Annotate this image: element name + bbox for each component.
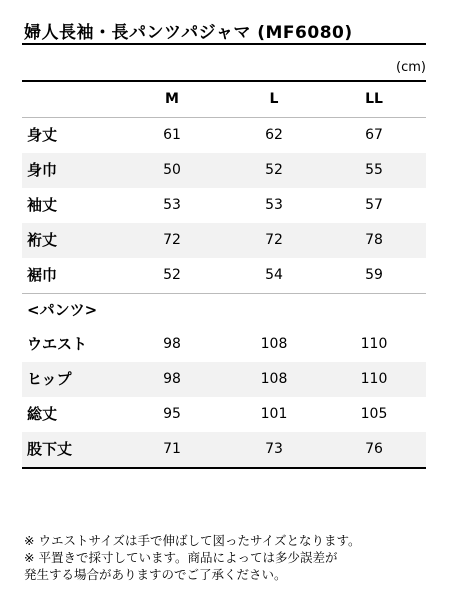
row-label: ウエスト: [27, 335, 88, 353]
value-m: 53: [163, 197, 181, 213]
table-row: [22, 188, 426, 223]
row-label: 裄丈: [27, 231, 58, 249]
table-row: [22, 432, 426, 467]
column-header-l: L: [269, 91, 279, 107]
table-row: [22, 153, 426, 188]
table-row: [22, 327, 426, 362]
value-ll: 105: [360, 406, 388, 422]
value-l: 73: [265, 441, 283, 457]
value-l: 54: [265, 267, 283, 283]
value-m: 98: [163, 336, 181, 352]
footnote-line: ※ 平置きで採寸しています。商品によっては多少誤差が: [24, 550, 338, 565]
pants-section-label: <パンツ>: [27, 301, 98, 319]
value-l: 52: [265, 162, 283, 178]
value-l: 101: [260, 406, 288, 422]
table-row: [22, 362, 426, 397]
row-label: 股下丈: [27, 440, 73, 458]
table-row: [22, 117, 426, 153]
column-header-ll: LL: [365, 91, 383, 107]
table-row: [22, 223, 426, 258]
value-ll: 57: [365, 197, 383, 213]
value-ll: 78: [365, 232, 383, 248]
header-row: [22, 82, 426, 117]
footnote-line: 発生する場合がありますのでご了承ください。: [24, 567, 287, 582]
value-l: 62: [265, 127, 283, 143]
column-header-m: M: [165, 91, 179, 107]
value-m: 50: [163, 162, 181, 178]
footnotes: [24, 532, 360, 583]
size-table: [22, 80, 426, 469]
unit-label: (cm): [396, 60, 426, 75]
value-m: 61: [163, 127, 181, 143]
table-row: [22, 258, 426, 293]
footnote-line: ※ ウエストサイズは手で伸ばして図ったサイズとなります。: [24, 533, 361, 548]
value-m: 72: [163, 232, 181, 248]
value-m: 71: [163, 441, 181, 457]
table-row: [22, 397, 426, 432]
row-label: 身巾: [27, 161, 58, 179]
value-ll: 110: [360, 371, 388, 387]
value-ll: 67: [365, 127, 383, 143]
value-l: 72: [265, 232, 283, 248]
row-label: 総丈: [27, 405, 58, 423]
value-l: 108: [260, 336, 288, 352]
value-l: 108: [260, 371, 288, 387]
value-m: 95: [163, 406, 181, 422]
value-ll: 55: [365, 162, 383, 178]
value-ll: 110: [360, 336, 388, 352]
row-label: 裾巾: [27, 266, 58, 284]
value-m: 98: [163, 371, 181, 387]
pants-section-row: [22, 293, 426, 327]
row-label: ヒップ: [27, 370, 72, 388]
row-label: 袖丈: [27, 196, 58, 214]
page-title: 婦人長袖・長パンツパジャマ (MF6080): [24, 23, 353, 43]
value-ll: 76: [365, 441, 383, 457]
value-l: 53: [265, 197, 283, 213]
row-label: 身丈: [27, 126, 58, 144]
value-m: 52: [163, 267, 181, 283]
title-underline: [22, 43, 426, 45]
value-ll: 59: [365, 267, 383, 283]
